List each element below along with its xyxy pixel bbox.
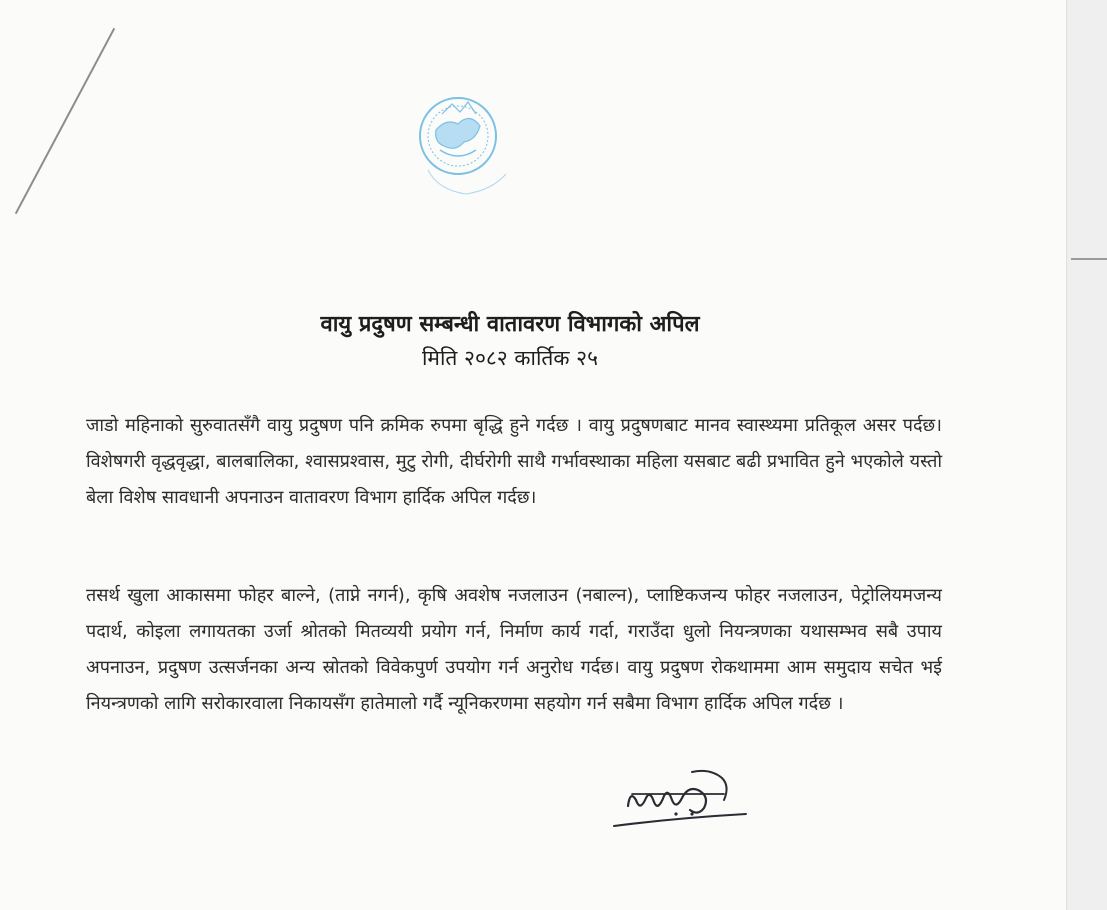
- signature: [606, 760, 756, 840]
- scan-right-margin: [1066, 0, 1107, 910]
- appeal-title: वायु प्रदुषण सम्बन्धी वातावरण विभागको अपिल: [320, 312, 700, 337]
- fold-crease-line: [15, 28, 115, 214]
- body-paragraph-2: तसर्थ खुला आकासमा फोहर बाल्ने, (ताप्ने नगर्न), कृषि अवशेष नजलाउन (नबाल्न), प्लाष्टिकजन्य फोहर नजलाउन, पेट्रोलियमजन्य पदार्थ, कोइला लगायतका उर्जा श्रोतको मितव्ययी प्रयोग गर्न, निर्माण कार्य गर्दा, गराउँदा धुलो नियन्त्रणका यथासम्भव सबै उपाय अपनाउन, प्रदुषण उत्सर्जनका अन्य स्रोतको विवेकपुर्ण उपयोग गर्न अनुरोध गर्दछ। वायु प्रदुषण रोकथाममा आम समुदाय सचेत भई नियन्त्रणको लागि सरोकारवाला निकायसँग हातेमालो गर्दै न्यूनिकरणमा सहयोग गर्न सबैमा विभाग हार्दिक अपिल गर्दछ ।: [86, 585, 942, 714]
- government-seal-stamp: [380, 90, 540, 250]
- margin-mark: [1071, 258, 1107, 260]
- appeal-date: मिति २०८२ कार्तिक २५: [421, 346, 599, 370]
- body-paragraph-1: जाडो महिनाको सुरुवातसँगै वायु प्रदुषण पनि क्रमिक रुपमा बृद्धि हुने गर्दछ । वायु प्रदुषणबाट मानव स्वास्थ्यमा प्रतिकूल असर पर्दछ। विशेषगरी वृद्धवृद्धा, बालबालिका, श्वासप्रश्वास, मुटु रोगी, दीर्घरोगी साथै गर्भावस्थाका महिला यसबाट बढी प्रभावित हुने भएकोले यस्तो बेला विशेष सावधानी अपनाउन वातावरण विभाग हार्दिक अपिल गर्दछ।: [86, 415, 942, 508]
